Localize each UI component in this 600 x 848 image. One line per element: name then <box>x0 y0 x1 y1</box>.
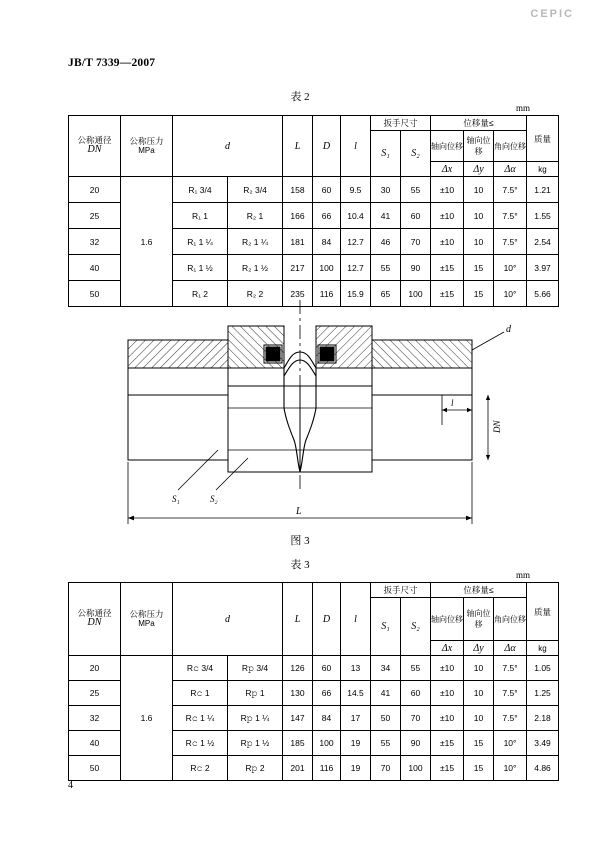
table2-unit: mm <box>515 103 530 113</box>
cell-value: 10 <box>464 177 494 203</box>
cell-value: 201 <box>283 756 313 781</box>
cell-pn: 公称压力 MPa <box>121 583 173 656</box>
watermark-logo: CEPIC <box>530 8 574 20</box>
cell-value: 10° <box>494 731 527 756</box>
cell-value: 41 <box>371 203 401 229</box>
cell-value: 55 <box>401 177 431 203</box>
figure-label-s1: S₁ <box>172 494 180 504</box>
cell-value: 15 <box>464 255 494 281</box>
cell-disp-group: 位移量≤ <box>431 583 527 598</box>
cell-mass: 质量 <box>527 583 559 641</box>
cell-L: L <box>283 116 313 177</box>
cell-value: 100 <box>313 255 341 281</box>
cell-value: 60 <box>401 681 431 706</box>
cell-value: 55 <box>401 656 431 681</box>
cell-value: R𝚙 3/4 <box>228 656 283 681</box>
cell-value: R𝚙 1 <box>228 681 283 706</box>
cell-value: R₂ 3/4 <box>228 177 283 203</box>
cell-value: 2.54 <box>527 229 559 255</box>
figure-label-DN: DN <box>492 420 502 433</box>
cell-D: D <box>313 116 341 177</box>
cell-value: 15 <box>464 731 494 756</box>
cell-value: 7.5° <box>494 681 527 706</box>
cell-value: ±15 <box>431 281 464 307</box>
cell-value: R𝚙 2 <box>228 756 283 781</box>
table-row <box>69 656 559 681</box>
cell-value: ±15 <box>431 756 464 781</box>
cell-value: R𝚌 3/4 <box>173 656 228 681</box>
cell-value: 1.25 <box>527 681 559 706</box>
table-row <box>69 583 559 598</box>
cell-value: 32 <box>69 229 121 255</box>
cell-value: 15.9 <box>341 281 371 307</box>
cell-value: 116 <box>313 281 341 307</box>
cell-value: 3.97 <box>527 255 559 281</box>
cell-value: ±10 <box>431 681 464 706</box>
cell-s1: S₁ <box>371 131 401 177</box>
cell-value: 7.5° <box>494 229 527 255</box>
cell-value: 70 <box>371 756 401 781</box>
cell-value: 10° <box>494 756 527 781</box>
cell-value: 10° <box>494 281 527 307</box>
cell-value: 13 <box>341 656 371 681</box>
cell-value: 130 <box>283 681 313 706</box>
cell-value: R₁ 3/4 <box>173 177 228 203</box>
cell-value: 60 <box>313 177 341 203</box>
cell-value: 84 <box>313 706 341 731</box>
cell-value: 15 <box>464 281 494 307</box>
cell-value: R₁ 1 <box>173 203 228 229</box>
cell-wrench-group: 扳手尺寸 <box>371 583 431 598</box>
standard-number: JB/T 7339—2007 <box>68 57 156 69</box>
cell-value: 46 <box>371 229 401 255</box>
cell-value: 41 <box>371 681 401 706</box>
cell-dy: Δy <box>464 162 494 177</box>
cell-value: R₂ 1 ¼ <box>228 229 283 255</box>
cell-value: R𝚌 1 <box>173 681 228 706</box>
cell-d: d <box>173 583 283 656</box>
cell-value: ±10 <box>431 656 464 681</box>
cell-D: D <box>313 583 341 656</box>
cell-dx: Δx <box>431 162 464 177</box>
cell-wrench-group: 扳手尺寸 <box>371 116 431 131</box>
cell-d: d <box>173 116 283 177</box>
cell-value: 66 <box>313 681 341 706</box>
cell-value: ±10 <box>431 229 464 255</box>
cell-value: 10 <box>464 706 494 731</box>
figure-3-drawing <box>68 290 533 525</box>
cell-value: ±10 <box>431 177 464 203</box>
cell-value: R𝚌 2 <box>173 756 228 781</box>
cell-value: 217 <box>283 255 313 281</box>
cell-value: 158 <box>283 177 313 203</box>
cell-value: R𝚙 1 ¼ <box>228 706 283 731</box>
cell-value: 9.5 <box>341 177 371 203</box>
cell-value: 185 <box>283 731 313 756</box>
cell-value: 65 <box>371 281 401 307</box>
cell-value: 55 <box>371 731 401 756</box>
cell-value: 20 <box>69 177 121 203</box>
cell-value: 20 <box>69 656 121 681</box>
cell-value: 60 <box>401 203 431 229</box>
cell-value: R₁ 1 ½ <box>173 255 228 281</box>
cell-axial1: 轴向位移 <box>431 131 464 162</box>
cell-value: 1.55 <box>527 203 559 229</box>
cell-mass-unit: kg <box>527 162 559 177</box>
cell-value: 50 <box>69 756 121 781</box>
cell-value: 1.05 <box>527 656 559 681</box>
cell-value: ±15 <box>431 255 464 281</box>
cell-s2: S₂ <box>401 598 431 656</box>
cell-value: 70 <box>401 706 431 731</box>
table2 <box>68 115 559 307</box>
cell-value: 55 <box>371 255 401 281</box>
cell-value: R₂ 1 ½ <box>228 255 283 281</box>
cell-axial2: 轴向位移 <box>464 131 494 162</box>
cell-value: ±10 <box>431 203 464 229</box>
cell-axial2: 轴向位移 <box>464 598 494 641</box>
cell-value: 10.4 <box>341 203 371 229</box>
cell-value: 19 <box>341 731 371 756</box>
figure-label-s2: S₂ <box>210 494 218 504</box>
cell-value: 10 <box>464 229 494 255</box>
cell-mass-unit: kg <box>527 641 559 656</box>
cell-value: 3.49 <box>527 731 559 756</box>
cell-value: 30 <box>371 177 401 203</box>
cell-value: 116 <box>313 756 341 781</box>
cell-s2: S₂ <box>401 131 431 177</box>
cell-pn: 公称压力 MPa <box>121 116 173 177</box>
cell-value: 7.5° <box>494 706 527 731</box>
cell-value: R₁ 1 ¼ <box>173 229 228 255</box>
cell-value: 25 <box>69 203 121 229</box>
cell-value: 10° <box>494 255 527 281</box>
cell-value: 181 <box>283 229 313 255</box>
cell-value: 147 <box>283 706 313 731</box>
cell-value: ±10 <box>431 706 464 731</box>
cell-dy: Δy <box>464 641 494 656</box>
figure-label-d: d <box>506 324 511 335</box>
cell-value: R𝚌 1 ½ <box>173 731 228 756</box>
cell-value: 90 <box>401 255 431 281</box>
cell-value: 100 <box>313 731 341 756</box>
cell-value: 126 <box>283 656 313 681</box>
cell-mass: 质量 <box>527 116 559 162</box>
figure-label-l: l <box>451 398 454 408</box>
page-number: 4 <box>68 780 73 791</box>
cell-value: 50 <box>371 706 401 731</box>
figure-label-L: L <box>296 506 302 517</box>
cell-value: 166 <box>283 203 313 229</box>
cell-l: l <box>341 583 371 656</box>
cell-disp-group: 位移量≤ <box>431 116 527 131</box>
cell-value: 10 <box>464 681 494 706</box>
cell-angular: 角向位移 <box>494 131 527 162</box>
cell-value: 66 <box>313 203 341 229</box>
cell-pn-value: 1.6 <box>121 656 173 781</box>
cell-value: 10 <box>464 656 494 681</box>
figure3-caption: 图 3 <box>290 535 310 547</box>
cell-value: 84 <box>313 229 341 255</box>
cell-value: 15 <box>464 756 494 781</box>
cell-value: R₁ 2 <box>173 281 228 307</box>
cell-value: 7.5° <box>494 203 527 229</box>
cell-value: R𝚌 1 ¼ <box>173 706 228 731</box>
cell-angular: 角向位移 <box>494 598 527 641</box>
cell-pn-value: 1.6 <box>121 177 173 307</box>
cell-value: 60 <box>313 656 341 681</box>
cell-value: ±15 <box>431 731 464 756</box>
table3-unit: mm <box>515 570 530 580</box>
cell-da: Δα <box>494 641 527 656</box>
cell-L: L <box>283 583 313 656</box>
cell-value: 40 <box>69 731 121 756</box>
cell-value: R₂ 2 <box>228 281 283 307</box>
cell-value: 235 <box>283 281 313 307</box>
cell-value: 1.21 <box>527 177 559 203</box>
cell-value: 19 <box>341 756 371 781</box>
cell-value: 34 <box>371 656 401 681</box>
cell-value: 40 <box>69 255 121 281</box>
cell-value: 70 <box>401 229 431 255</box>
cell-value: 14.5 <box>341 681 371 706</box>
cell-value: 100 <box>401 756 431 781</box>
table-row <box>69 177 559 203</box>
cell-value: R𝚙 1 ½ <box>228 731 283 756</box>
cell-value: 32 <box>69 706 121 731</box>
cell-value: 100 <box>401 281 431 307</box>
cell-value: 2.18 <box>527 706 559 731</box>
cell-value: 10 <box>464 203 494 229</box>
cell-value: 17 <box>341 706 371 731</box>
cell-dx: Δx <box>431 641 464 656</box>
cell-value: 50 <box>69 281 121 307</box>
cell-s1: S₁ <box>371 598 401 656</box>
cell-value: 7.5° <box>494 177 527 203</box>
cell-axial1: 轴向位移 <box>431 598 464 641</box>
cell-value: 4.86 <box>527 756 559 781</box>
table-row <box>69 116 559 131</box>
cell-value: 7.5° <box>494 656 527 681</box>
table3 <box>68 582 559 781</box>
cell-da: Δα <box>494 162 527 177</box>
cell-l: l <box>341 116 371 177</box>
table2-caption: 表 2 <box>290 91 310 103</box>
cell-value: 90 <box>401 731 431 756</box>
cell-dn: 公称通径 DN <box>69 583 121 656</box>
cell-value: R₂ 1 <box>228 203 283 229</box>
cell-dn: 公称通径 DN <box>69 116 121 177</box>
cell-value: 5.66 <box>527 281 559 307</box>
table3-caption: 表 3 <box>290 559 310 571</box>
cell-value: 12.7 <box>341 255 371 281</box>
cell-value: 12.7 <box>341 229 371 255</box>
cell-value: 25 <box>69 681 121 706</box>
